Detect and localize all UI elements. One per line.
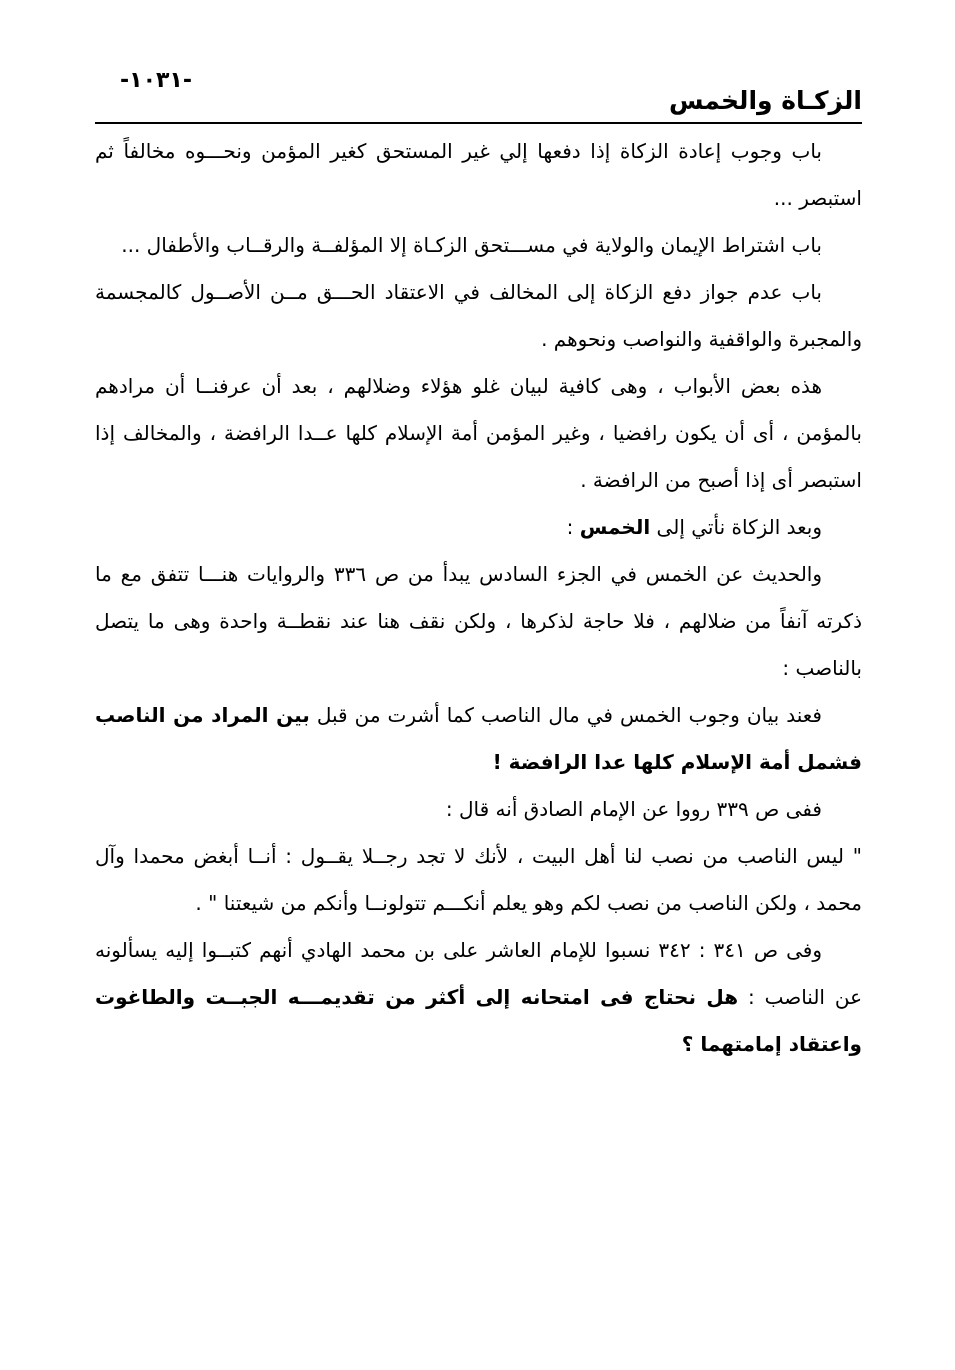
paragraph-text: والحديث عن الخمس في الجزء السادس يبدأ من ص ٣٣٦ والروايات هنـــا تتفق مع ما ذكرته آنفاً من ضلالهم ، فلا حاجة لذكرها ، ولكن نقف هنا عند نقطــة واحدة وهى ما يتصل بالناصب : <box>95 562 862 680</box>
paragraph-text: فعند بيان وجوب الخمس في مال الناصب كما أشرت من قبل <box>309 703 822 727</box>
paragraph-2 <box>95 222 862 269</box>
document-page <box>95 60 862 1068</box>
paragraph-3 <box>95 269 862 363</box>
paragraph-7 <box>95 692 862 786</box>
paragraph-5 <box>95 504 862 551</box>
paragraph-text: " ليس الناصب من نصب لنا أهل البيت ، لأنك لا تجد رجــلا يقــول : أنــا أبغض محمدا وآل محمد ، ولكن الناصب من نصب لكم وهو يعلم أنكـــم تتولونــا وأنكم من شيعتنا " . <box>95 844 862 915</box>
paragraph-text: : <box>566 515 580 539</box>
emphasis-text: الخمس <box>579 515 651 539</box>
paragraph-text: وفى ص ٣٤١ : ٣٤٢ نسبوا للإمام العاشر على بن محمد الهادي أنهم كتبــوا إليه يسألونه عن الناصب : <box>95 938 863 1009</box>
paragraph-8 <box>95 786 862 833</box>
paragraph-text: وبعد الزكاة نأتي إلى <box>650 515 822 539</box>
paragraph-6 <box>95 551 862 692</box>
header-divider <box>95 122 862 124</box>
paragraph-text: هذه بعض الأبواب ، وهى كافية لبيان غلو هؤلاء وضلالهم ، بعد أن عرفنــا أن مرادهم بالمؤمن ، أى أن يكون رافضيا ، وغير المؤمن أمة الإسلام كلها عــدا الرافضة ، والمخالف إذا استبصر أى إذا أصبح من الرافضة . <box>95 374 862 492</box>
page-header <box>95 60 862 120</box>
emphasis-text: هل نحتاج فى امتحانه إلى أكثر من تقديمـــه الجبــت والطاغوت واعتقاد إمامتهما ؟ <box>95 985 862 1056</box>
emphasis-text: بين المراد من الناصب فشمل أمة الإسلام كلها عدا الرافضة ! <box>95 703 862 774</box>
document-body <box>95 128 862 1068</box>
page-number: -١٠٣١- <box>120 68 192 93</box>
paragraph-text: باب وجوب إعادة الزكاة إذا دفعها إلي غير المستحق كغير المؤمن ونحـــوه مخالفاً ثم استبصر ... <box>95 139 862 210</box>
chapter-title: الزكـاة والخمس <box>668 86 862 115</box>
paragraph-4 <box>95 363 862 504</box>
paragraph-text: باب اشتراط الإيمان والولاية في مســـتحق الزكـاة إلا المؤلفــة والرقــاب والأطفال ... <box>121 233 822 257</box>
paragraph-10 <box>95 927 862 1068</box>
paragraph-text: باب عدم جواز دفع الزكاة إلى المخالف في الاعتقاد الحـــق مــن الأصــول كالمجسمة والمجبرة والواقفية والنواصب ونحوهم . <box>95 280 862 351</box>
paragraph-1 <box>95 128 862 222</box>
paragraph-text: ففى ص ٣٣٩ رووا عن الإمام الصادق أنه قال : <box>445 797 822 821</box>
quotation-paragraph <box>95 833 862 927</box>
